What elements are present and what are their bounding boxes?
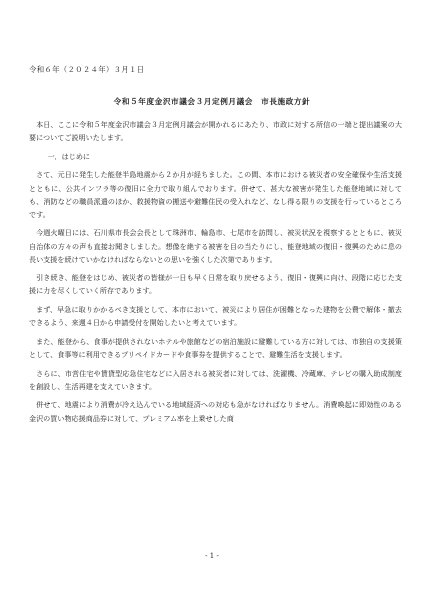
body-paragraph: 引き続き、能登をはじめ、被災者の皆様が一日も早く日常を取り戻せるよう、復旧・復興に向け、段階に応じた支援に力を尽くしていく所存であります。 — [29, 273, 402, 296]
document-date: 令和６年（２０２４年）３月１日 — [29, 65, 145, 74]
body-paragraph: まず、早急に取りかかるべき支援として、本市において、被災により居住が困難となった建物を公費で解体・撤去できるよう、来週４日から申請受付を開始したいと考えています。 — [29, 305, 402, 328]
body-paragraph: さらに、市営住宅や賃貸型応急住宅などに入居される被災者に対しては、洗濯機、冷蔵庫、テレビの購入助成制度を創設し、生活再建を支えていきます。 — [29, 368, 402, 391]
intro-paragraph: 本日、ここに令和５年度金沢市議会３月定例月議会が開かれるにあたり、市政に対する所信の一端と提出議案の大要についてご説明いたします。 — [29, 120, 402, 143]
body-paragraph: また、能登から、食事が提供されないホテルや旅館などの宿泊施設に避難している方に対しては、市独自の支援策として、食事等に利用できるプリペイドカードや食事券を提供することで、避難生活を支援します。 — [29, 336, 402, 359]
page-number: - 1 - — [205, 552, 219, 560]
body-paragraph: さて、元日に発生した能登半島地震から２か月が経ちました。この間、本市における被災者の安全確保や生活支援とともに、公共インフラ等の復旧に全力で取り組んでおります。併せて、甚大な被害が発生した能登地域に対しても、消防などの職員派遣のほか、救援物資の搬送や避難住民の受入れなど、なし得る限りの支援を行っているところです。 — [29, 170, 402, 219]
body-paragraph: 併せて、地震により消費が冷え込んでいる地域経済への対応も急がなければなりません。消費喚起に即効性のある金沢の買い物応援商品券に対して、プレミアム率を上乗せした商 — [29, 400, 402, 423]
section-heading: 一．はじめに — [47, 151, 91, 161]
body-paragraph: 今週火曜日には、石川県市長会会長として珠洲市、輪島市、七尾市を訪問し、被災状況を視察するとともに、被災自治体の方々の声も直接お聞きしました。想像を絶する被害を目の当たりにし、能登地域の復旧・復興のために息の長い支援を続けていかなければならないとの思いを強くした次第であります。 — [29, 228, 402, 264]
document-title: 令和５年度金沢市議会３月定例月議会 市長施政方針 — [113, 97, 311, 106]
document-body — [29, 118, 402, 430]
